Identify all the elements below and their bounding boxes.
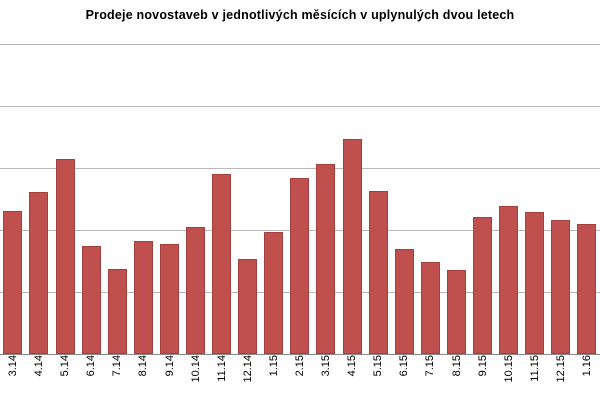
plot-area bbox=[0, 44, 600, 355]
x-tick-label: 9.14 bbox=[164, 355, 176, 377]
x-tick-label: 1.16 bbox=[581, 355, 593, 377]
bar bbox=[238, 259, 257, 354]
bar bbox=[421, 262, 440, 354]
bar bbox=[395, 249, 414, 354]
bar bbox=[551, 220, 570, 354]
x-tick-label: 10.15 bbox=[503, 355, 515, 383]
x-tick-label: 12.14 bbox=[242, 355, 254, 383]
x-tick-label: 2.15 bbox=[294, 355, 306, 377]
x-tick-label: 12.15 bbox=[555, 355, 567, 383]
bar bbox=[525, 212, 544, 354]
bar bbox=[290, 178, 309, 354]
x-tick-label: 6.14 bbox=[85, 355, 97, 377]
bar bbox=[82, 246, 101, 354]
bar bbox=[3, 211, 22, 354]
x-axis-tick-labels bbox=[0, 355, 600, 400]
bar bbox=[212, 174, 231, 354]
bar bbox=[316, 164, 335, 354]
bar bbox=[369, 191, 388, 354]
bar bbox=[577, 224, 596, 354]
bar bbox=[56, 159, 75, 354]
x-tick-label: 11.15 bbox=[529, 355, 541, 382]
x-tick-label: 6.15 bbox=[398, 355, 410, 377]
bar bbox=[343, 139, 362, 354]
x-tick-label: 9.15 bbox=[477, 355, 489, 377]
x-tick-label: 4.14 bbox=[33, 355, 45, 377]
bar bbox=[264, 232, 283, 354]
bar bbox=[29, 192, 48, 354]
x-tick-label: 8.15 bbox=[451, 355, 463, 377]
x-tick-label: 8.14 bbox=[137, 355, 149, 377]
x-tick-label: 10.14 bbox=[190, 355, 202, 383]
x-tick-label: 3.15 bbox=[320, 355, 332, 377]
bar bbox=[473, 217, 492, 354]
bar bbox=[108, 269, 127, 354]
bars-layer bbox=[0, 44, 600, 355]
bar bbox=[160, 244, 179, 354]
x-tick-label: 5.15 bbox=[372, 355, 384, 377]
bar bbox=[499, 206, 518, 354]
x-tick-label: 5.14 bbox=[59, 355, 71, 377]
x-tick-label: 4.15 bbox=[346, 355, 358, 377]
x-tick-label: 11.14 bbox=[216, 355, 228, 382]
x-tick-label: 7.15 bbox=[424, 355, 436, 377]
chart-title: Prodeje novostaveb v jednotlivých měsících v uplynulých dvou letech bbox=[85, 8, 515, 22]
bar bbox=[186, 227, 205, 354]
x-tick-label: 3.14 bbox=[7, 355, 19, 377]
x-tick-label: 1.15 bbox=[268, 355, 280, 377]
x-tick-label: 7.14 bbox=[111, 355, 123, 377]
bar bbox=[134, 241, 153, 354]
bar bbox=[447, 270, 466, 354]
